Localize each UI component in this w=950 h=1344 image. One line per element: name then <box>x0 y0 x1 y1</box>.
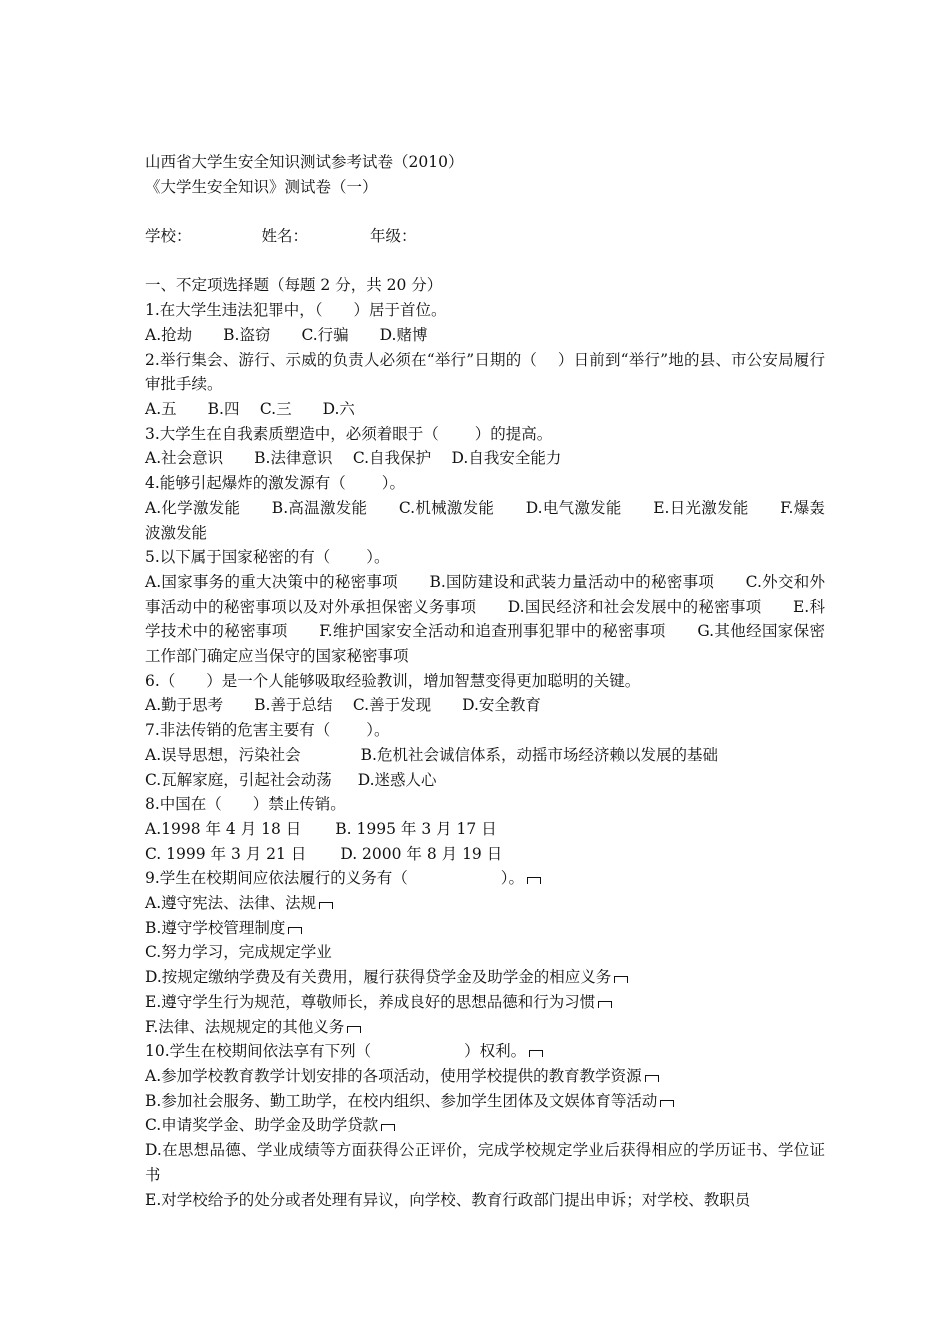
question-9-option-d: D.按规定缴纳学费及有关费用，履行获得贷学金及助学金的相应义务 <box>145 965 825 990</box>
paragraph-mark-icon <box>645 1075 659 1082</box>
paragraph-mark-icon <box>529 1050 543 1057</box>
question-10-option-e: E.对学校给予的处分或者处理有异议，向学校、教育行政部门提出申诉；对学校、教职员 <box>145 1190 751 1209</box>
option-c: C. 1999 年 3 月 21 日 <box>145 844 307 863</box>
question-9-option-a: A.遵守宪法、法律、法规 <box>145 891 825 916</box>
question-10-option-a: A.参加学校教育教学计划安排的各项活动，使用学校提供的教育教学资源 <box>145 1064 825 1089</box>
question-1-options: A.抢劫 B.盗窃 C.行骗 D.赌博 <box>145 325 428 344</box>
option-c: C.瓦解家庭，引起社会动荡 <box>145 770 332 789</box>
paragraph-mark-icon <box>288 927 302 934</box>
paragraph-mark-icon <box>614 976 628 983</box>
question-10-option-d: D.在思想品德、学业成绩等方面获得公正评价，完成学校规定学业后获得相应的学历证书、学位证书 <box>145 1141 825 1184</box>
grade-label: 年级： <box>370 227 417 246</box>
option-a: A.1998 年 4 月 18 日 <box>145 819 302 838</box>
doc-title: 山西省大学生安全知识测试参考试卷（2010） <box>145 153 464 171</box>
paragraph-mark-icon <box>347 1026 361 1033</box>
student-info-row <box>145 224 825 249</box>
exam-content <box>145 150 825 1212</box>
question-8-options-row-1 <box>145 817 825 842</box>
paragraph-mark-icon <box>660 1100 674 1107</box>
question-6-stem: 6.（ ）是一个人能够吸取经验教训，增加智慧变得更加聪明的关键。 <box>145 671 641 690</box>
question-9-option-f: F.法律、法规规定的其他义务 <box>145 1015 825 1040</box>
doc-subtitle: 《大学生安全知识》测试卷（一） <box>145 177 378 196</box>
question-3-stem: 3.大学生在自我素质塑造中，必须着眼于（ ）的提高。 <box>145 424 553 443</box>
paragraph-mark-icon <box>381 1124 395 1131</box>
question-5-options: A.国家事务的重大决策中的秘密事项 B.国防建设和武装力量活动中的秘密事项 C.外交和外事活动中的秘密事项以及对外承担保密义务事项 D.国民经济和社会发展中的秘密事项 E.科学技术中的秘密事项 F.维护国家安全活动和追查刑事犯罪中的秘密事项 G.其他经国家保密工作部门确定应当保守的国家秘密事项 <box>145 572 825 666</box>
question-10-stem: 10.学生在校期间依法享有下列（ ）权利。 <box>145 1039 825 1064</box>
question-7-options-row-1 <box>145 743 825 768</box>
section-title: 一、不定项选择题（每题 2 分，共 20 分） <box>145 276 443 295</box>
option-b: B.危机社会诚信体系，动摇市场经济赖以发展的基础 <box>360 745 718 764</box>
paragraph-mark-icon <box>598 1001 612 1008</box>
question-3-options: A.社会意识 B.法律意识 C.自我保护 D.自我安全能力 <box>145 449 562 468</box>
question-10-option-b: B.参加社会服务、勤工助学，在校内组织、参加学生团体及文娱体育等活动 <box>145 1089 825 1114</box>
name-label: 姓名： <box>261 227 309 246</box>
option-d: D.迷惑人心 <box>357 770 437 789</box>
question-5-stem: 5.以下属于国家秘密的有（ ）。 <box>145 548 390 567</box>
option-b: B. 1995 年 3 月 17 日 <box>335 819 497 838</box>
question-8-stem: 8.中国在（ ）禁止传销。 <box>145 795 346 814</box>
question-2-options: A.五 B.四 C.三 D.六 <box>145 400 355 418</box>
school-label: 学校： <box>145 227 192 246</box>
question-4-stem: 4.能够引起爆炸的激发源有（ ）。 <box>145 474 405 493</box>
option-a: A.误导思想，污染社会 <box>145 745 301 764</box>
question-10-option-c: C.申请奖学金、助学金及助学贷款 <box>145 1113 825 1138</box>
paragraph-mark-icon <box>319 902 333 909</box>
question-1-stem: 1.在大学生违法犯罪中，（ ）居于首位。 <box>145 301 447 320</box>
question-9-option-b: B.遵守学校管理制度 <box>145 916 825 941</box>
spacer <box>145 249 825 274</box>
question-2-stem: 2.举行集会、游行、示威的负责人必须在“举行”日期的（ ）日前到“举行”地的县、市公安局履行审批手续。 <box>145 350 825 394</box>
spacer <box>145 199 825 224</box>
paragraph-mark-icon <box>527 877 541 884</box>
question-7-options-row-2 <box>145 768 825 793</box>
question-7-stem: 7.非法传销的危害主要有（ ）。 <box>145 721 390 740</box>
question-9-stem: 9.学生在校期间应依法履行的义务有（ ）。 <box>145 866 825 891</box>
question-6-options: A.勤于思考 B.善于总结 C.善于发现 D.安全教育 <box>145 696 541 715</box>
question-8-options-row-2 <box>145 842 825 867</box>
question-9-option-c: C.努力学习，完成规定学业 <box>145 943 332 962</box>
option-d: D. 2000 年 8 月 19 日 <box>340 844 503 863</box>
question-4-options: A.化学激发能 B.高温激发能 C.机械激发能 D.电气激发能 E.日光激发能 F.爆轰波激发能 <box>145 498 825 542</box>
question-9-option-e: E.遵守学生行为规范，尊敬师长，养成良好的思想品德和行为习惯 <box>145 990 825 1015</box>
